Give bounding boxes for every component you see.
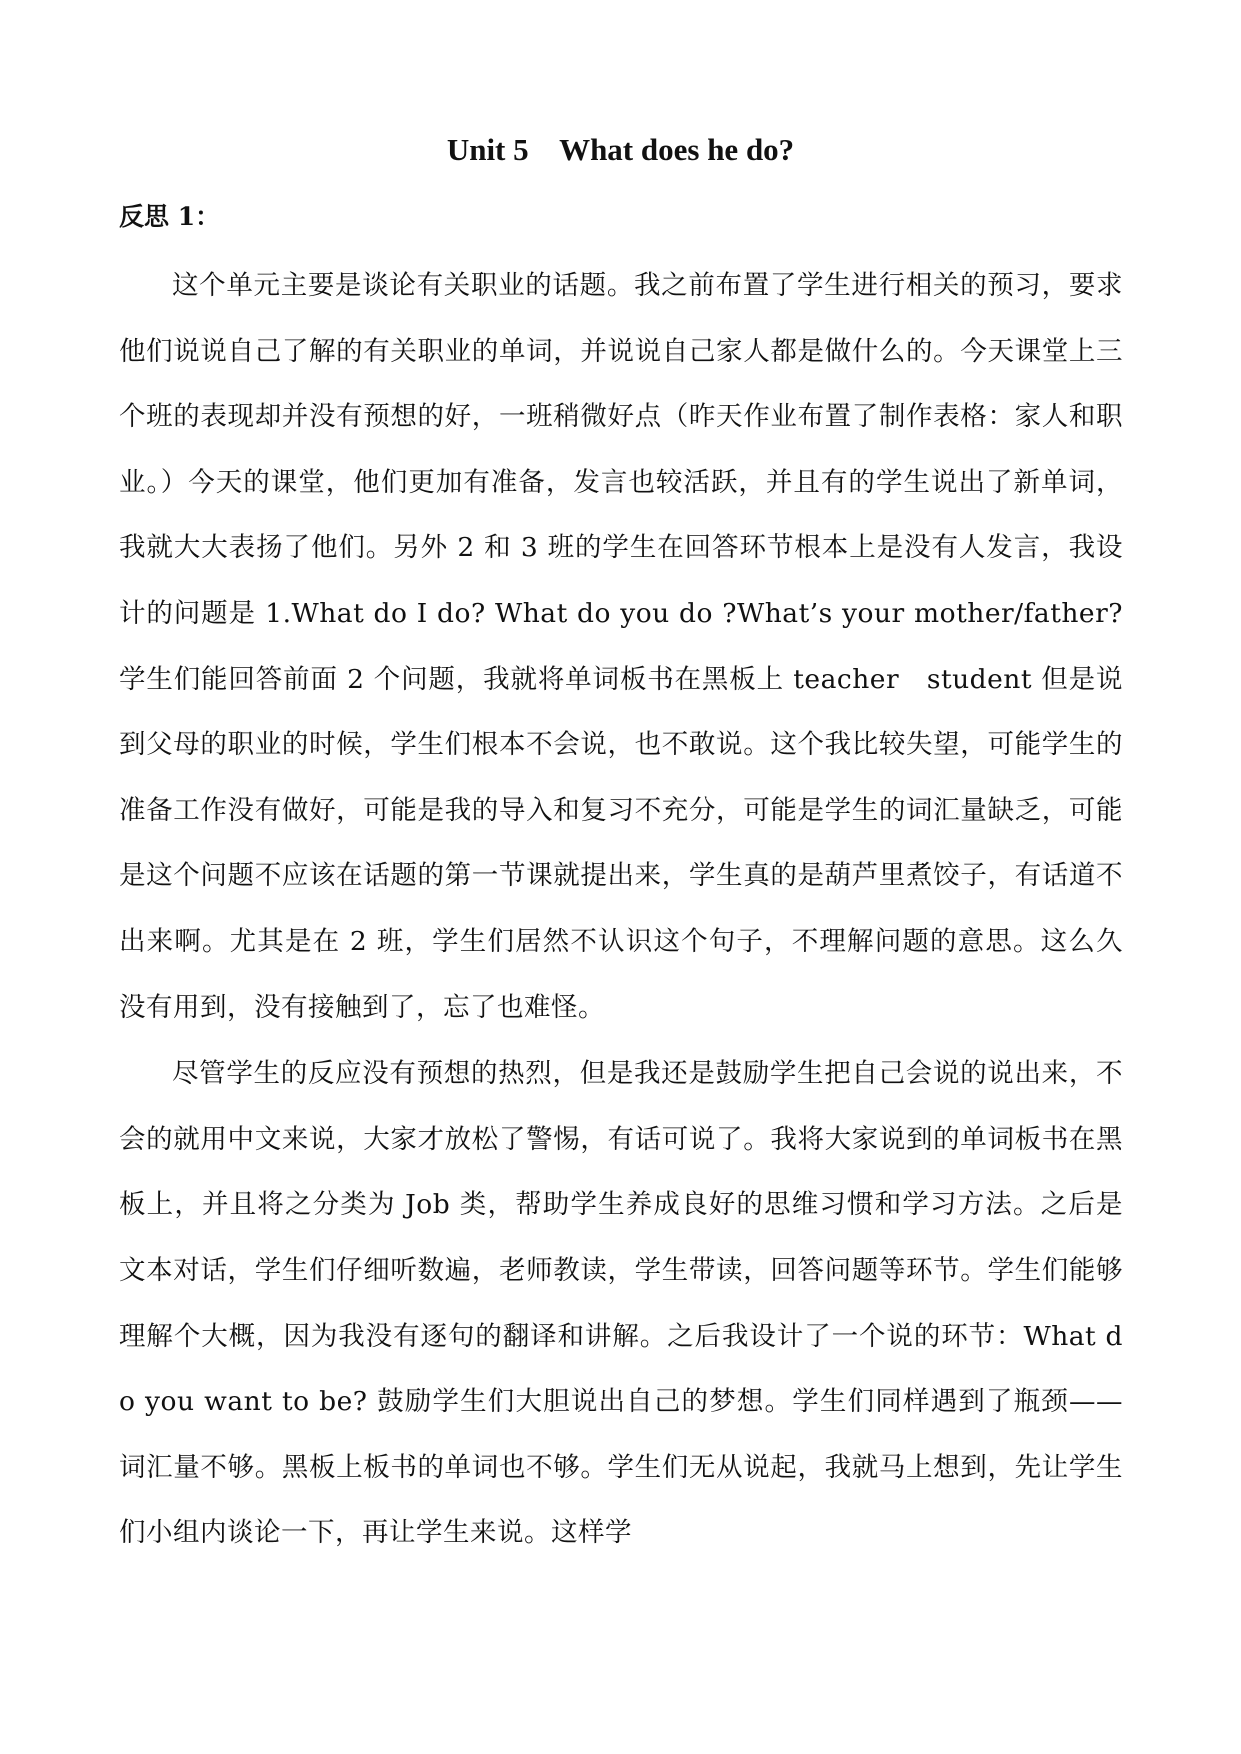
paragraph-1: 这个单元主要是谈论有关职业的话题。我之前布置了学生进行相关的预习，要求他们说说自己了解的有关职业的单词，并说说自己家人都是做什么的。今天课堂上三个班的表现却并没有预想的好，一班稍微好点（昨天作业布置了制作表格：家人和职业。）今天的课堂，他们更加有准备，发言也较活跃，并且有的学生说出了新单词，我就大大表扬了他们。另外 2 和 3 班的学生在回答环节根本上是没有人发言，我设计的问题是 1.What do I do? What do you do ?What’s your mother/father?学生们能回答前面 2 个问题，我就将单词板书在黑板上 teacher student 但是说到父母的职业的时候，学生们根本不会说，也不敢说。这个我比较失望，可能学生的准备工作没有做好，可能是我的导入和复习不充分，可能是学生的词汇量缺乏，可能是这个问题不应该在话题的第一节课就提出来，学生真的是葫芦里煮饺子，有话道不出来啊。尤其是在 2 班，学生们居然不认识这个句子，不理解问题的意思。这么久没有用到，没有接触到了，忘了也难怪。: [119, 270, 1123, 1023]
body-text: [119, 253, 1123, 1566]
section-heading: 反思 1：: [119, 202, 221, 231]
paragraph-2: 尽管学生的反应没有预想的热烈，但是我还是鼓励学生把自己会说的说出来，不会的就用中文来说，大家才放松了警惕，有话可说了。我将大家说到的单词板书在黑板上，并且将之分类为 Job 类，帮助学生养成良好的思维习惯和学习方法。之后是文本对话，学生们仔细听数遍，老师教读，学生带读，回答问题等环节。学生们能够理解个大概，因为我没有逐句的翻译和讲解。之后我设计了一个说的环节：What do you want to be? 鼓励学生们大胆说出自己的梦想。学生们同样遇到了瓶颈——词汇量不够。黑板上板书的单词也不够。学生们无从说起，我就马上想到，先让学生们小组内谈论一下，再让学生来说。这样学: [119, 1058, 1123, 1549]
document-title: Unit 5 What does he do?: [446, 132, 795, 167]
